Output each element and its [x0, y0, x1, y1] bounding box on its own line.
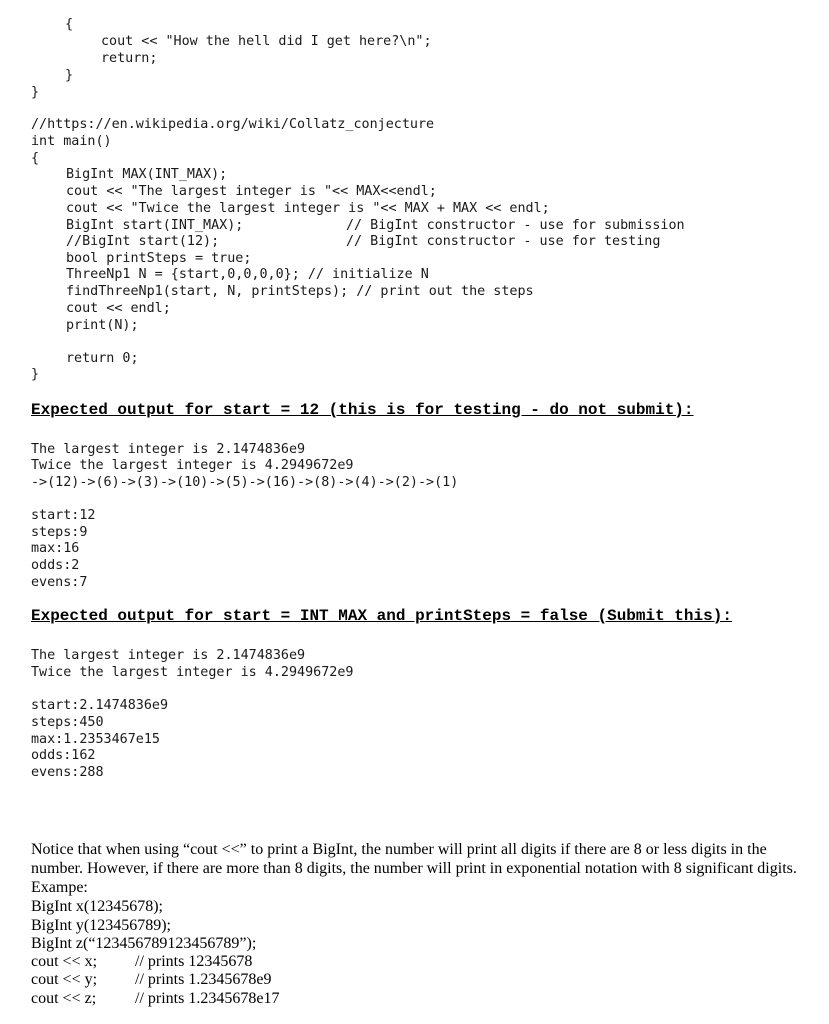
cout-statement: cout << x; [31, 953, 98, 970]
code-line: return; [101, 51, 158, 66]
side-comment: // BigInt constructor - use for submission [346, 218, 685, 233]
code-line: BigInt start(INT_MAX); [66, 218, 244, 233]
bigint-decl: BigInt y(123456789); [31, 917, 171, 934]
code-line: cout << "Twice the largest integer is "<< MAX + MAX << endl; [66, 201, 550, 216]
output-line: The largest integer is 2.1474836e9 [31, 648, 306, 663]
code-brace-close-outer: } [31, 85, 40, 100]
output-line: Twice the largest integer is 4.2949672e9 [31, 665, 354, 680]
example-label: Exampe: [31, 879, 88, 896]
output-line: Twice the largest integer is 4.2949672e9 [31, 458, 354, 473]
url-comment: //https://en.wikipedia.org/wiki/Collatz_conjecture [31, 117, 435, 132]
stat-odds: odds:162 [31, 748, 96, 763]
code-line: ThreeNp1 N = {start,0,0,0,0}; // initialize N [66, 267, 429, 282]
print-comment: // prints 1.2345678e9 [135, 971, 272, 988]
stat-max: max:16 [31, 541, 80, 556]
output-line: The largest integer is 2.1474836e9 [31, 442, 306, 457]
main-signature: int main() [31, 134, 112, 149]
main-brace-close: } [31, 367, 40, 382]
stat-max: max:1.2353467e15 [31, 732, 160, 747]
section-heading-submit: Expected output for start = INT_MAX and printSteps = false (Submit this): [31, 607, 732, 625]
code-line: cout << "The largest integer is "<< MAX<<endl; [66, 184, 437, 199]
stat-odds: odds:2 [31, 558, 80, 573]
code-line: BigInt MAX(INT_MAX); [66, 167, 228, 182]
output-steps-line: ->(12)->(6)->(3)->(10)->(5)->(16)->(8)->(4)->(2)->(1) [31, 475, 459, 490]
section-heading-testing: Expected output for start = 12 (this is for testing - do not submit): [31, 401, 694, 419]
code-brace-close-inner: } [65, 68, 74, 83]
code-line: cout << endl; [66, 301, 171, 316]
cout-statement: cout << z; [31, 990, 97, 1007]
code-line: cout << "How the hell did I get here?\n"; [101, 34, 432, 49]
stat-evens: evens:288 [31, 765, 104, 780]
stat-start: start:12 [31, 508, 96, 523]
stat-start: start:2.1474836e9 [31, 698, 169, 713]
bigint-decl: BigInt z(“123456789123456789”); [31, 935, 257, 952]
side-comment: // BigInt constructor - use for testing [346, 234, 661, 249]
code-line: //BigInt start(12); [66, 234, 220, 249]
code-line: bool printSteps = true; [66, 251, 252, 266]
notice-paragraph: Notice that when using “cout <<” to print a BigInt, the number will print all digits if there are 8 or less digits in the number. However, if there are more than 8 digits, the number will print in exponential notation with 8 significant digits. [31, 841, 797, 877]
code-line: return 0; [66, 351, 139, 366]
bigint-decl: BigInt x(12345678); [31, 898, 163, 915]
stat-steps: steps:9 [31, 525, 88, 540]
code-line: print(N); [66, 318, 139, 333]
print-comment: // prints 12345678 [135, 953, 253, 970]
code-brace-open-inner: { [65, 17, 74, 32]
code-line: findThreeNp1(start, N, printSteps); // print out the steps [66, 284, 534, 299]
cout-statement: cout << y; [31, 971, 98, 988]
stat-steps: steps:450 [31, 715, 104, 730]
stat-evens: evens:7 [31, 575, 88, 590]
main-brace-open: { [31, 151, 40, 166]
print-comment: // prints 1.2345678e17 [135, 990, 280, 1007]
